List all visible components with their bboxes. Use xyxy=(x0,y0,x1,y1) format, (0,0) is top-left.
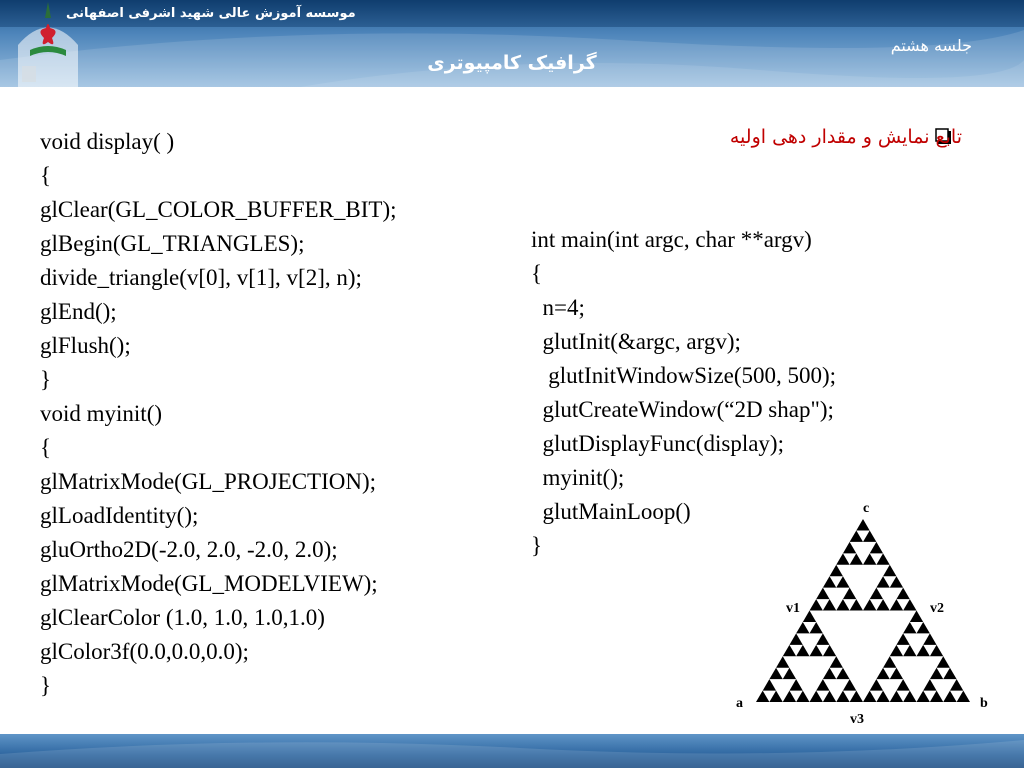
code-line: glutCreateWindow(“2D shap"); xyxy=(531,397,834,422)
code-line: glColor3f(0.0,0.0,0.0); xyxy=(40,639,249,664)
code-line: glutInit(&argc, argv); xyxy=(531,329,741,354)
vertex-label-a: a xyxy=(736,696,743,711)
sierpinski-triangle-figure xyxy=(730,495,1000,735)
code-line: glMatrixMode(GL_PROJECTION); xyxy=(40,469,377,494)
slide-footer xyxy=(0,734,1024,768)
code-line: myinit(); xyxy=(531,465,625,490)
code-line: int main(int argc, char **argv) xyxy=(531,227,812,252)
institution-name: موسسه آموزش عالی شهید اشرفی اصفهانی xyxy=(66,6,356,21)
code-line: glutDisplayFunc(display); xyxy=(531,431,784,456)
vertex-label-v2: v2 xyxy=(930,601,944,616)
code-line: glMatrixMode(GL_MODELVIEW); xyxy=(40,571,378,596)
code-line: glBegin(GL_TRIANGLES); xyxy=(40,231,305,256)
code-line: void display( ) xyxy=(40,129,175,154)
code-line: glFlush(); xyxy=(40,333,131,358)
code-line: glutMainLoop() xyxy=(531,499,691,524)
code-line: } xyxy=(40,673,52,698)
code-line: glEnd(); xyxy=(40,299,117,324)
code-line: glutInitWindowSize(500, 500); xyxy=(531,363,837,388)
code-line: { xyxy=(40,163,52,188)
code-line: glClear(GL_COLOR_BUFFER_BIT); xyxy=(40,197,397,222)
code-line: gluOrtho2D(-2.0, 2.0, -2.0, 2.0); xyxy=(40,537,338,562)
vertex-label-v1: v1 xyxy=(786,601,800,616)
course-title: گرافیک کامپیوتری xyxy=(427,52,597,74)
code-line: } xyxy=(40,367,52,392)
footer-swoosh xyxy=(0,734,1024,768)
vertex-label-c: c xyxy=(863,501,870,516)
vertex-label-b: b xyxy=(980,696,988,711)
code-block-display-myinit xyxy=(40,125,397,703)
code-line: n=4; xyxy=(531,295,585,320)
code-line: void myinit() xyxy=(40,401,163,426)
code-line: divide_triangle(v[0], v[1], v[2], n); xyxy=(40,265,362,290)
code-line: } xyxy=(531,533,543,558)
code-line: glClearColor (1.0, 1.0, 1.0,1.0) xyxy=(40,605,325,630)
code-line: { xyxy=(531,261,543,286)
session-label: جلسه هشتم xyxy=(890,36,972,55)
slide-header xyxy=(0,0,1024,87)
vertex-label-v3: v3 xyxy=(850,712,864,727)
bullet-heading: تابع نمایش و مقدار دهی اولیه xyxy=(729,126,962,148)
code-line: { xyxy=(40,435,52,460)
code-line: glLoadIdentity(); xyxy=(40,503,199,528)
